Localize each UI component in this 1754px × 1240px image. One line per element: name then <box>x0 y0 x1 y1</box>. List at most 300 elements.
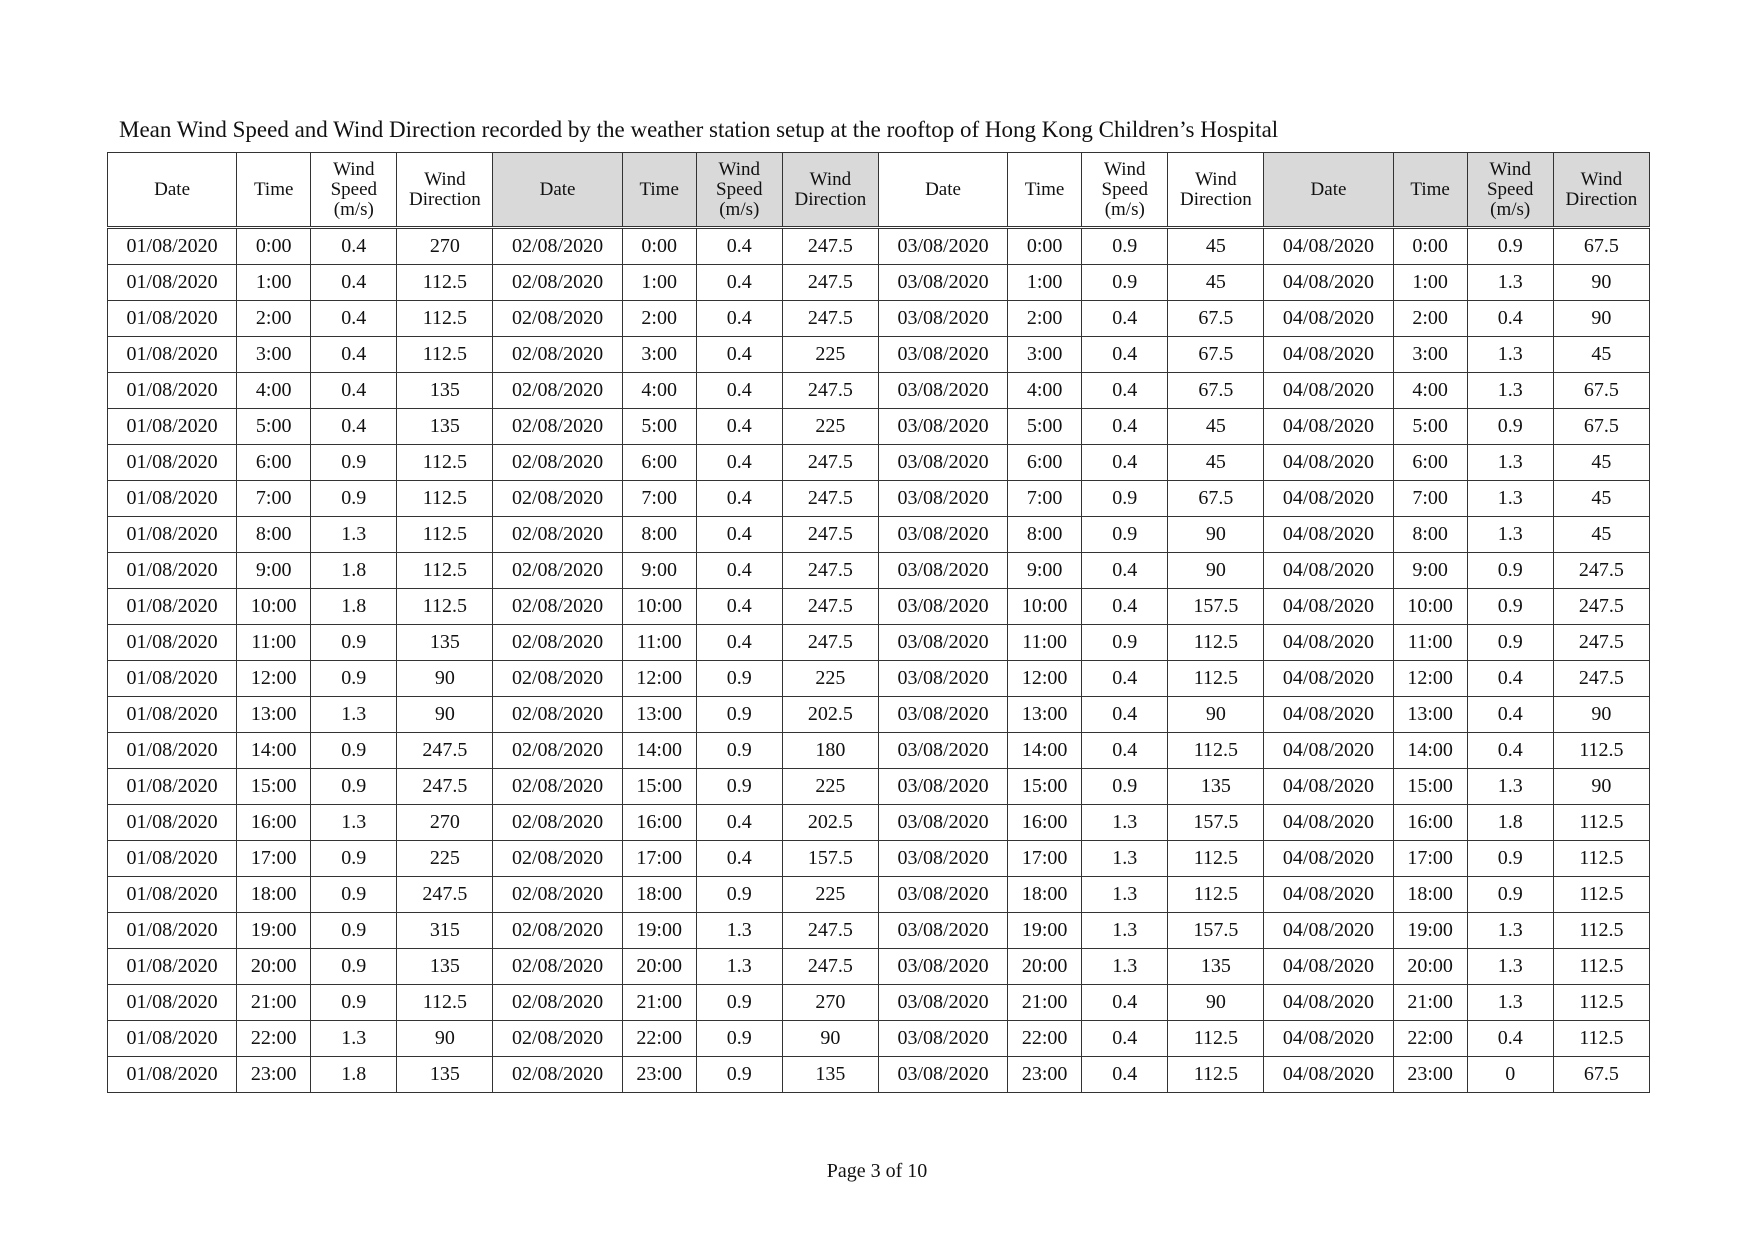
wind-direction-cell: 112.5 <box>397 517 493 553</box>
wind-direction-cell: 112.5 <box>397 265 493 301</box>
column-header-time: Time <box>1008 153 1082 228</box>
time-cell: 0:00 <box>237 228 311 265</box>
time-cell: 19:00 <box>622 913 696 949</box>
time-cell: 1:00 <box>622 265 696 301</box>
wind-speed-cell: 0.4 <box>311 409 397 445</box>
wind-speed-cell: 0.9 <box>311 985 397 1021</box>
time-cell: 10:00 <box>237 589 311 625</box>
time-cell: 19:00 <box>1008 913 1082 949</box>
date-cell: 02/08/2020 <box>493 625 622 661</box>
wind-speed-cell: 0.9 <box>311 481 397 517</box>
time-cell: 23:00 <box>237 1057 311 1093</box>
date-cell: 01/08/2020 <box>108 445 237 481</box>
column-header-time: Time <box>237 153 311 228</box>
wind-direction-cell: 45 <box>1168 445 1264 481</box>
wind-speed-cell: 0.9 <box>311 625 397 661</box>
date-cell: 02/08/2020 <box>493 445 622 481</box>
time-cell: 15:00 <box>1393 769 1467 805</box>
wind-speed-cell: 0.9 <box>1467 409 1553 445</box>
wind-direction-cell: 247.5 <box>782 481 878 517</box>
time-cell: 3:00 <box>1393 337 1467 373</box>
date-cell: 04/08/2020 <box>1264 913 1393 949</box>
time-cell: 20:00 <box>237 949 311 985</box>
time-cell: 12:00 <box>1008 661 1082 697</box>
wind-speed-cell: 0.9 <box>311 445 397 481</box>
time-cell: 18:00 <box>622 877 696 913</box>
wind-direction-cell: 112.5 <box>1168 1021 1264 1057</box>
time-cell: 6:00 <box>622 445 696 481</box>
wind-speed-cell: 1.3 <box>311 1021 397 1057</box>
table-row <box>108 409 1650 445</box>
date-cell: 04/08/2020 <box>1264 589 1393 625</box>
wind-speed-cell: 1.3 <box>311 517 397 553</box>
time-cell: 4:00 <box>237 373 311 409</box>
date-cell: 02/08/2020 <box>493 805 622 841</box>
wind-direction-cell: 247.5 <box>1553 625 1649 661</box>
date-cell: 02/08/2020 <box>493 949 622 985</box>
date-cell: 03/08/2020 <box>878 1057 1007 1093</box>
wind-direction-cell: 247.5 <box>782 625 878 661</box>
wind-direction-cell: 180 <box>782 733 878 769</box>
time-cell: 16:00 <box>622 805 696 841</box>
wind-direction-cell: 157.5 <box>782 841 878 877</box>
page-number: Page 3 of 10 <box>826 1160 928 1182</box>
wind-direction-cell: 112.5 <box>397 337 493 373</box>
date-cell: 03/08/2020 <box>878 228 1007 265</box>
column-header-wind-direction: Wind Direction <box>1553 153 1649 228</box>
wind-direction-cell: 225 <box>782 337 878 373</box>
time-cell: 3:00 <box>237 337 311 373</box>
wind-direction-cell: 112.5 <box>1168 625 1264 661</box>
time-cell: 0:00 <box>622 228 696 265</box>
time-cell: 12:00 <box>1393 661 1467 697</box>
time-cell: 5:00 <box>237 409 311 445</box>
date-cell: 01/08/2020 <box>108 481 237 517</box>
wind-direction-cell: 112.5 <box>1168 877 1264 913</box>
wind-direction-cell: 135 <box>397 625 493 661</box>
column-header-date: Date <box>878 153 1007 228</box>
column-header-wind-speed: Wind Speed (m/s) <box>1467 153 1553 228</box>
wind-speed-cell: 0.9 <box>1082 769 1168 805</box>
wind-speed-cell: 1.3 <box>1467 337 1553 373</box>
time-cell: 17:00 <box>237 841 311 877</box>
wind-speed-cell: 1.3 <box>1467 769 1553 805</box>
wind-speed-cell: 0.4 <box>1082 1021 1168 1057</box>
wind-direction-cell: 90 <box>397 661 493 697</box>
date-cell: 04/08/2020 <box>1264 877 1393 913</box>
wind-speed-cell: 0.4 <box>1082 373 1168 409</box>
date-cell: 02/08/2020 <box>493 697 622 733</box>
time-cell: 11:00 <box>1008 625 1082 661</box>
wind-direction-cell: 90 <box>1168 697 1264 733</box>
column-header-time: Time <box>1393 153 1467 228</box>
wind-speed-cell: 0.9 <box>311 733 397 769</box>
date-cell: 03/08/2020 <box>878 733 1007 769</box>
date-cell: 04/08/2020 <box>1264 228 1393 265</box>
table-row <box>108 625 1650 661</box>
time-cell: 23:00 <box>1008 1057 1082 1093</box>
wind-speed-cell: 1.3 <box>1467 517 1553 553</box>
date-cell: 04/08/2020 <box>1264 805 1393 841</box>
column-header-date: Date <box>108 153 237 228</box>
wind-speed-cell: 0.4 <box>696 481 782 517</box>
table-row <box>108 1057 1650 1093</box>
wind-speed-cell: 0.9 <box>1082 481 1168 517</box>
wind-direction-cell: 157.5 <box>1168 589 1264 625</box>
wind-speed-cell: 0.4 <box>696 553 782 589</box>
table-row <box>108 769 1650 805</box>
wind-speed-cell: 0.4 <box>696 517 782 553</box>
date-cell: 02/08/2020 <box>493 589 622 625</box>
time-cell: 1:00 <box>237 265 311 301</box>
column-header-date: Date <box>1264 153 1393 228</box>
wind-direction-cell: 247.5 <box>782 445 878 481</box>
column-header-wind-speed: Wind Speed (m/s) <box>311 153 397 228</box>
date-cell: 03/08/2020 <box>878 445 1007 481</box>
time-cell: 7:00 <box>237 481 311 517</box>
time-cell: 0:00 <box>1008 228 1082 265</box>
wind-direction-cell: 247.5 <box>782 553 878 589</box>
wind-direction-cell: 247.5 <box>782 913 878 949</box>
time-cell: 1:00 <box>1008 265 1082 301</box>
date-cell: 02/08/2020 <box>493 877 622 913</box>
wind-speed-cell: 1.3 <box>696 949 782 985</box>
wind-direction-cell: 90 <box>1553 301 1649 337</box>
date-cell: 03/08/2020 <box>878 661 1007 697</box>
wind-direction-cell: 225 <box>782 877 878 913</box>
table-row <box>108 733 1650 769</box>
wind-speed-cell: 0.9 <box>311 769 397 805</box>
wind-speed-cell: 0.4 <box>696 445 782 481</box>
time-cell: 22:00 <box>622 1021 696 1057</box>
wind-direction-cell: 135 <box>782 1057 878 1093</box>
table-row <box>108 265 1650 301</box>
time-cell: 4:00 <box>1393 373 1467 409</box>
time-cell: 20:00 <box>622 949 696 985</box>
wind-speed-cell: 0.4 <box>696 409 782 445</box>
wind-speed-cell: 0.4 <box>1082 553 1168 589</box>
date-cell: 04/08/2020 <box>1264 517 1393 553</box>
wind-speed-cell: 0.4 <box>1082 445 1168 481</box>
time-cell: 20:00 <box>1393 949 1467 985</box>
wind-speed-cell: 0.4 <box>311 373 397 409</box>
column-header-wind-direction: Wind Direction <box>782 153 878 228</box>
date-cell: 04/08/2020 <box>1264 301 1393 337</box>
table-row <box>108 337 1650 373</box>
wind-speed-cell: 1.3 <box>311 697 397 733</box>
date-cell: 04/08/2020 <box>1264 949 1393 985</box>
time-cell: 14:00 <box>622 733 696 769</box>
wind-direction-cell: 45 <box>1168 409 1264 445</box>
wind-speed-cell: 1.3 <box>1467 481 1553 517</box>
time-cell: 22:00 <box>1393 1021 1467 1057</box>
wind-direction-cell: 112.5 <box>397 589 493 625</box>
time-cell: 6:00 <box>1393 445 1467 481</box>
date-cell: 01/08/2020 <box>108 265 237 301</box>
time-cell: 18:00 <box>1008 877 1082 913</box>
wind-speed-cell: 1.3 <box>1467 985 1553 1021</box>
time-cell: 8:00 <box>237 517 311 553</box>
table-row <box>108 228 1650 265</box>
time-cell: 17:00 <box>622 841 696 877</box>
wind-speed-cell: 0.9 <box>1082 625 1168 661</box>
date-cell: 01/08/2020 <box>108 589 237 625</box>
wind-direction-cell: 202.5 <box>782 805 878 841</box>
wind-direction-cell: 67.5 <box>1553 409 1649 445</box>
table-row <box>108 985 1650 1021</box>
wind-direction-cell: 270 <box>782 985 878 1021</box>
time-cell: 9:00 <box>1008 553 1082 589</box>
date-cell: 01/08/2020 <box>108 337 237 373</box>
wind-direction-cell: 135 <box>397 1057 493 1093</box>
wind-direction-cell: 67.5 <box>1553 1057 1649 1093</box>
wind-speed-cell: 0.4 <box>1467 733 1553 769</box>
wind-speed-cell: 1.3 <box>1082 805 1168 841</box>
wind-speed-cell: 0.9 <box>696 985 782 1021</box>
wind-direction-cell: 67.5 <box>1168 337 1264 373</box>
time-cell: 16:00 <box>237 805 311 841</box>
date-cell: 01/08/2020 <box>108 1021 237 1057</box>
wind-speed-cell: 0.9 <box>1467 589 1553 625</box>
wind-direction-cell: 112.5 <box>1553 913 1649 949</box>
time-cell: 21:00 <box>1008 985 1082 1021</box>
wind-direction-cell: 67.5 <box>1553 228 1649 265</box>
time-cell: 23:00 <box>622 1057 696 1093</box>
wind-direction-cell: 270 <box>397 805 493 841</box>
date-cell: 01/08/2020 <box>108 301 237 337</box>
wind-speed-cell: 0.4 <box>696 337 782 373</box>
time-cell: 2:00 <box>1008 301 1082 337</box>
table-row <box>108 373 1650 409</box>
date-cell: 04/08/2020 <box>1264 985 1393 1021</box>
wind-speed-cell: 0.9 <box>1467 553 1553 589</box>
wind-direction-cell: 135 <box>397 373 493 409</box>
date-cell: 04/08/2020 <box>1264 661 1393 697</box>
table-row <box>108 481 1650 517</box>
wind-direction-cell: 112.5 <box>1553 1021 1649 1057</box>
wind-speed-cell: 1.3 <box>1082 949 1168 985</box>
date-cell: 04/08/2020 <box>1264 553 1393 589</box>
wind-direction-cell: 112.5 <box>1553 841 1649 877</box>
date-cell: 03/08/2020 <box>878 1021 1007 1057</box>
time-cell: 10:00 <box>1008 589 1082 625</box>
wind-speed-cell: 1.8 <box>1467 805 1553 841</box>
date-cell: 02/08/2020 <box>493 337 622 373</box>
time-cell: 9:00 <box>622 553 696 589</box>
wind-speed-cell: 1.3 <box>696 913 782 949</box>
column-header-wind-speed: Wind Speed (m/s) <box>1082 153 1168 228</box>
time-cell: 20:00 <box>1008 949 1082 985</box>
date-cell: 03/08/2020 <box>878 949 1007 985</box>
wind-speed-cell: 0.4 <box>696 228 782 265</box>
table-row <box>108 1021 1650 1057</box>
time-cell: 14:00 <box>237 733 311 769</box>
date-cell: 03/08/2020 <box>878 337 1007 373</box>
wind-direction-cell: 67.5 <box>1553 373 1649 409</box>
wind-direction-cell: 247.5 <box>782 228 878 265</box>
wind-speed-cell: 0.4 <box>696 373 782 409</box>
date-cell: 01/08/2020 <box>108 517 237 553</box>
time-cell: 23:00 <box>1393 1057 1467 1093</box>
wind-direction-cell: 270 <box>397 228 493 265</box>
date-cell: 02/08/2020 <box>493 553 622 589</box>
wind-speed-cell: 0.4 <box>1467 301 1553 337</box>
table-body <box>108 228 1650 1093</box>
date-cell: 03/08/2020 <box>878 409 1007 445</box>
date-cell: 04/08/2020 <box>1264 697 1393 733</box>
time-cell: 13:00 <box>1008 697 1082 733</box>
date-cell: 03/08/2020 <box>878 265 1007 301</box>
wind-direction-cell: 112.5 <box>397 481 493 517</box>
wind-direction-cell: 247.5 <box>1553 589 1649 625</box>
table-header <box>108 153 1650 228</box>
time-cell: 0:00 <box>1393 228 1467 265</box>
date-cell: 01/08/2020 <box>108 949 237 985</box>
time-cell: 13:00 <box>1393 697 1467 733</box>
date-cell: 02/08/2020 <box>493 841 622 877</box>
wind-speed-cell: 0.4 <box>1082 301 1168 337</box>
time-cell: 4:00 <box>1008 373 1082 409</box>
date-cell: 02/08/2020 <box>493 913 622 949</box>
date-cell: 04/08/2020 <box>1264 373 1393 409</box>
time-cell: 6:00 <box>237 445 311 481</box>
wind-speed-cell: 1.3 <box>1467 265 1553 301</box>
wind-direction-cell: 112.5 <box>1168 661 1264 697</box>
wind-direction-cell: 247.5 <box>782 949 878 985</box>
wind-direction-cell: 90 <box>1168 985 1264 1021</box>
wind-speed-cell: 0.4 <box>1082 697 1168 733</box>
table-row <box>108 517 1650 553</box>
date-cell: 04/08/2020 <box>1264 769 1393 805</box>
wind-speed-cell: 0.9 <box>696 733 782 769</box>
wind-direction-cell: 225 <box>397 841 493 877</box>
wind-direction-cell: 112.5 <box>1553 733 1649 769</box>
wind-direction-cell: 45 <box>1168 265 1264 301</box>
time-cell: 18:00 <box>1393 877 1467 913</box>
wind-speed-cell: 1.3 <box>1082 841 1168 877</box>
date-cell: 03/08/2020 <box>878 841 1007 877</box>
date-cell: 03/08/2020 <box>878 301 1007 337</box>
wind-speed-cell: 0.9 <box>311 661 397 697</box>
date-cell: 04/08/2020 <box>1264 481 1393 517</box>
wind-direction-cell: 225 <box>782 409 878 445</box>
date-cell: 03/08/2020 <box>878 805 1007 841</box>
date-cell: 04/08/2020 <box>1264 1057 1393 1093</box>
wind-speed-cell: 0.9 <box>696 877 782 913</box>
wind-direction-cell: 157.5 <box>1168 913 1264 949</box>
wind-speed-cell: 0.4 <box>696 841 782 877</box>
wind-direction-cell: 45 <box>1553 517 1649 553</box>
time-cell: 12:00 <box>622 661 696 697</box>
time-cell: 19:00 <box>237 913 311 949</box>
wind-direction-cell: 135 <box>1168 769 1264 805</box>
wind-direction-cell: 247.5 <box>782 517 878 553</box>
wind-speed-cell: 1.3 <box>311 805 397 841</box>
date-cell: 02/08/2020 <box>493 265 622 301</box>
date-cell: 03/08/2020 <box>878 769 1007 805</box>
date-cell: 01/08/2020 <box>108 877 237 913</box>
wind-speed-cell: 0.4 <box>1082 337 1168 373</box>
wind-speed-cell: 0.9 <box>1082 228 1168 265</box>
wind-direction-cell: 225 <box>782 661 878 697</box>
time-cell: 3:00 <box>1008 337 1082 373</box>
table-row <box>108 553 1650 589</box>
wind-direction-cell: 112.5 <box>397 301 493 337</box>
table-row <box>108 877 1650 913</box>
time-cell: 21:00 <box>237 985 311 1021</box>
wind-direction-cell: 90 <box>1553 769 1649 805</box>
date-cell: 02/08/2020 <box>493 985 622 1021</box>
time-cell: 18:00 <box>237 877 311 913</box>
time-cell: 21:00 <box>1393 985 1467 1021</box>
date-cell: 04/08/2020 <box>1264 409 1393 445</box>
wind-direction-cell: 247.5 <box>782 589 878 625</box>
wind-direction-cell: 247.5 <box>1553 661 1649 697</box>
time-cell: 7:00 <box>622 481 696 517</box>
wind-direction-cell: 90 <box>782 1021 878 1057</box>
wind-speed-cell: 0.9 <box>696 1021 782 1057</box>
time-cell: 9:00 <box>1393 553 1467 589</box>
time-cell: 11:00 <box>237 625 311 661</box>
date-cell: 04/08/2020 <box>1264 337 1393 373</box>
wind-direction-cell: 90 <box>1553 265 1649 301</box>
date-cell: 03/08/2020 <box>878 697 1007 733</box>
column-header-wind-direction: Wind Direction <box>1168 153 1264 228</box>
wind-speed-cell: 0.9 <box>1467 625 1553 661</box>
time-cell: 22:00 <box>1008 1021 1082 1057</box>
wind-direction-cell: 247.5 <box>397 877 493 913</box>
date-cell: 02/08/2020 <box>493 301 622 337</box>
wind-direction-cell: 112.5 <box>1168 1057 1264 1093</box>
wind-data-table <box>107 152 1650 1093</box>
table-row <box>108 913 1650 949</box>
wind-speed-cell: 1.3 <box>1467 913 1553 949</box>
table-row <box>108 841 1650 877</box>
date-cell: 02/08/2020 <box>493 517 622 553</box>
time-cell: 3:00 <box>622 337 696 373</box>
wind-speed-cell: 0.9 <box>1467 841 1553 877</box>
time-cell: 14:00 <box>1393 733 1467 769</box>
time-cell: 11:00 <box>1393 625 1467 661</box>
time-cell: 15:00 <box>237 769 311 805</box>
wind-direction-cell: 225 <box>782 769 878 805</box>
wind-speed-cell: 0.9 <box>1467 877 1553 913</box>
wind-speed-cell: 0.4 <box>1082 985 1168 1021</box>
date-cell: 01/08/2020 <box>108 913 237 949</box>
column-header-time: Time <box>622 153 696 228</box>
time-cell: 10:00 <box>1393 589 1467 625</box>
date-cell: 02/08/2020 <box>493 733 622 769</box>
table-row <box>108 949 1650 985</box>
wind-direction-cell: 45 <box>1553 337 1649 373</box>
wind-speed-cell: 0.4 <box>696 301 782 337</box>
wind-speed-cell: 0.9 <box>311 913 397 949</box>
wind-direction-cell: 90 <box>1168 517 1264 553</box>
date-cell: 03/08/2020 <box>878 589 1007 625</box>
wind-speed-cell: 0 <box>1467 1057 1553 1093</box>
date-cell: 02/08/2020 <box>493 1021 622 1057</box>
wind-direction-cell: 90 <box>1168 553 1264 589</box>
wind-direction-cell: 90 <box>397 697 493 733</box>
date-cell: 01/08/2020 <box>108 805 237 841</box>
wind-speed-cell: 0.9 <box>696 661 782 697</box>
wind-speed-cell: 0.4 <box>311 265 397 301</box>
column-header-wind-speed: Wind Speed (m/s) <box>696 153 782 228</box>
wind-speed-cell: 0.4 <box>1082 661 1168 697</box>
wind-speed-cell: 0.9 <box>1467 228 1553 265</box>
wind-direction-cell: 67.5 <box>1168 481 1264 517</box>
wind-direction-cell: 247.5 <box>1553 553 1649 589</box>
